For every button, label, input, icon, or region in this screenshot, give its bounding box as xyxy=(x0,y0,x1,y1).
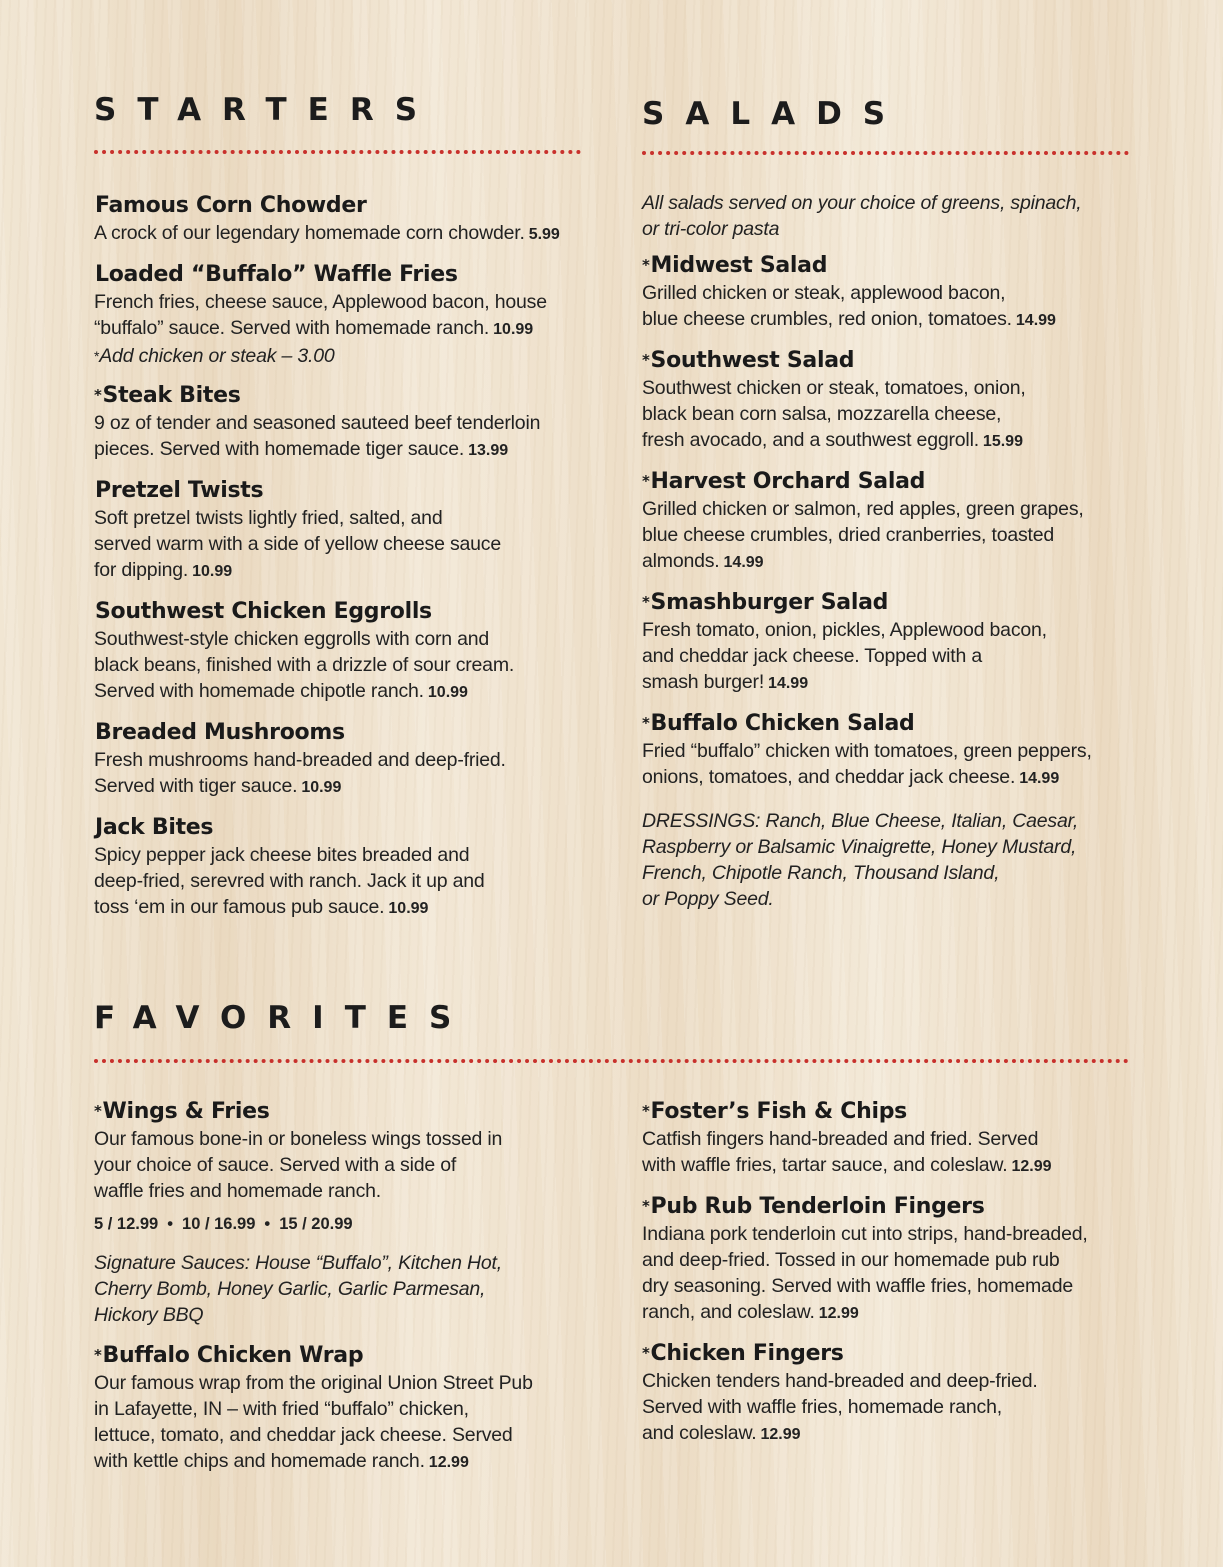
item-price: 14.99 xyxy=(723,554,764,571)
favorites-left-list xyxy=(94,1098,589,1489)
item-price: 15.99 xyxy=(982,433,1023,450)
item-name: *Steak Bites xyxy=(94,383,241,408)
item-name: Jack Bites xyxy=(95,815,214,840)
starters-divider xyxy=(94,150,581,154)
favorites-right-list xyxy=(642,1098,1132,1461)
item-description: Southwest chicken or steak, tomatoes, onion, black bean corn salsa, mozzarella cheese, fresh avocado, and a southwest eggroll. 15.99 xyxy=(642,377,1026,451)
salads-list xyxy=(642,190,1132,912)
menu-item xyxy=(94,719,589,801)
salads-heading: SALADS xyxy=(642,96,907,132)
menu-item xyxy=(94,382,589,464)
menu-item xyxy=(642,710,1132,792)
item-description: A crock of our legendary homemade corn chowder. 5.99 xyxy=(94,222,560,244)
menu-item xyxy=(94,1098,589,1328)
menu-item xyxy=(94,1342,589,1476)
favorites-heading: FAVORITES xyxy=(94,1000,473,1036)
item-name: *Southwest Salad xyxy=(642,348,855,373)
favorites-divider xyxy=(94,1059,1129,1063)
item-name: *Wings & Fries xyxy=(94,1099,270,1124)
item-price: 10.99 xyxy=(301,779,342,796)
item-price: 12.99 xyxy=(1011,1158,1052,1175)
starters-heading: STARTERS xyxy=(94,92,439,128)
item-description: Southwest-style chicken eggrolls with corn and black beans, finished with a drizzle of sour cream. Served with homemade chipotle ranch. 10.99 xyxy=(94,628,515,702)
item-addon: *Add chicken or steak – 3.00 xyxy=(94,345,335,367)
item-price: 14.99 xyxy=(1019,770,1060,787)
item-name: *Buffalo Chicken Salad xyxy=(642,711,915,736)
item-description: Chicken tenders hand-breaded and deep-fried. Served with waffle fries, homemade ranch, and coleslaw. 12.99 xyxy=(642,1370,1038,1444)
item-price: 14.99 xyxy=(768,675,809,692)
item-description: Grilled chicken or salmon, red apples, green grapes, blue cheese crumbles, dried cranberries, toasted almonds. 14.99 xyxy=(642,498,1084,572)
menu-item xyxy=(94,598,589,706)
item-price: 10.99 xyxy=(427,684,468,701)
menu-item xyxy=(642,1098,1132,1180)
menu-item xyxy=(642,1340,1132,1448)
item-price: 13.99 xyxy=(468,442,509,459)
menu-item xyxy=(642,1193,1132,1327)
item-description: Our famous bone-in or boneless wings tossed in your choice of sauce. Served with a side of waffle fries and homemade ranch. xyxy=(94,1128,503,1202)
item-price: 12.99 xyxy=(428,1454,469,1471)
salads-divider xyxy=(642,151,1129,155)
menu-item xyxy=(94,477,589,585)
item-price: 10.99 xyxy=(192,563,233,580)
wing-prices: 5 / 12.99 • 10 / 16.99 • 15 / 20.99 xyxy=(94,1215,353,1233)
item-price: 12.99 xyxy=(818,1305,859,1322)
menu-item xyxy=(642,252,1132,334)
item-price: 5.99 xyxy=(528,226,560,243)
item-description: Indiana pork tenderloin cut into strips, hand-breaded, and deep-fried. Tossed in our homemade pub rub dry seasoning. Served with waffle fries, homemade ranch, and coleslaw. 12.99 xyxy=(642,1223,1088,1323)
menu-item xyxy=(94,192,589,248)
starters-list xyxy=(94,192,589,935)
item-price: 10.99 xyxy=(493,321,534,338)
item-name: Pretzel Twists xyxy=(95,478,264,503)
menu-item xyxy=(94,261,589,369)
item-name: Loaded “Buffalo” Waffle Fries xyxy=(95,262,458,287)
item-name: Breaded Mushrooms xyxy=(95,720,345,745)
item-description: Spicy pepper jack cheese bites breaded and deep-fried, serevred with ranch. Jack it up and toss ‘em in our famous pub sauce. 10.99 xyxy=(94,844,485,918)
menu-item xyxy=(642,347,1132,455)
item-name: Southwest Chicken Eggrolls xyxy=(95,599,432,624)
item-price: 14.99 xyxy=(1015,312,1056,329)
item-description: Fresh tomato, onion, pickles, Applewood bacon, and cheddar jack cheese. Topped with a smash burger! 14.99 xyxy=(642,619,1047,693)
item-description: French fries, cheese sauce, Applewood bacon, house “buffalo” sauce. Served with homemade ranch. 10.99 xyxy=(94,291,547,339)
item-name: *Midwest Salad xyxy=(642,253,828,278)
salads-intro: All salads served on your choice of greens, spinach, or tri-color pasta xyxy=(642,192,1082,240)
item-description: Soft pretzel twists lightly fried, salted, and served warm with a side of yellow cheese sauce for dipping. 10.99 xyxy=(94,507,501,581)
menu-item xyxy=(642,589,1132,697)
item-price: 10.99 xyxy=(388,900,429,917)
item-price: 12.99 xyxy=(760,1426,801,1443)
item-description: Fresh mushrooms hand-breaded and deep-fried. Served with tiger sauce. 10.99 xyxy=(94,749,506,797)
item-name: *Smashburger Salad xyxy=(642,590,889,615)
item-name: *Foster’s Fish & Chips xyxy=(642,1099,907,1124)
item-name: *Buffalo Chicken Wrap xyxy=(94,1343,364,1368)
item-description: Our famous wrap from the original Union Street Pub in Lafayette, IN – with fried “buffalo” chicken, lettuce, tomato, and cheddar jack cheese. Served with kettle chips and homemade ranch. 12.99 xyxy=(94,1372,533,1472)
item-name: Famous Corn Chowder xyxy=(95,193,367,218)
item-description: 9 oz of tender and seasoned sauteed beef tenderloin pieces. Served with homemade tiger sauce. 13.99 xyxy=(94,412,541,460)
item-description: Catfish fingers hand-breaded and fried. Served with waffle fries, tartar sauce, and coleslaw. 12.99 xyxy=(642,1128,1052,1176)
item-name: *Harvest Orchard Salad xyxy=(642,469,926,494)
item-description: Fried “buffalo” chicken with tomatoes, green peppers, onions, tomatoes, and cheddar jack cheese. 14.99 xyxy=(642,740,1092,788)
item-description: Grilled chicken or steak, applewood bacon, blue cheese crumbles, red onion, tomatoes. 14.99 xyxy=(642,282,1056,330)
item-name: *Pub Rub Tenderloin Fingers xyxy=(642,1194,985,1219)
menu-item xyxy=(642,468,1132,576)
signature-sauces-note: Signature Sauces: House “Buffalo”, Kitchen Hot, Cherry Bomb, Honey Garlic, Garlic Parmesan, Hickory BBQ xyxy=(94,1252,502,1326)
dressings-note: DRESSINGS: Ranch, Blue Cheese, Italian, Caesar, Raspberry or Balsamic Vinaigrette, Honey Mustard, French, Chipotle Ranch, Thousand Island, or Poppy Seed. xyxy=(642,810,1079,910)
item-name: *Chicken Fingers xyxy=(642,1341,844,1366)
menu-item xyxy=(94,814,589,922)
